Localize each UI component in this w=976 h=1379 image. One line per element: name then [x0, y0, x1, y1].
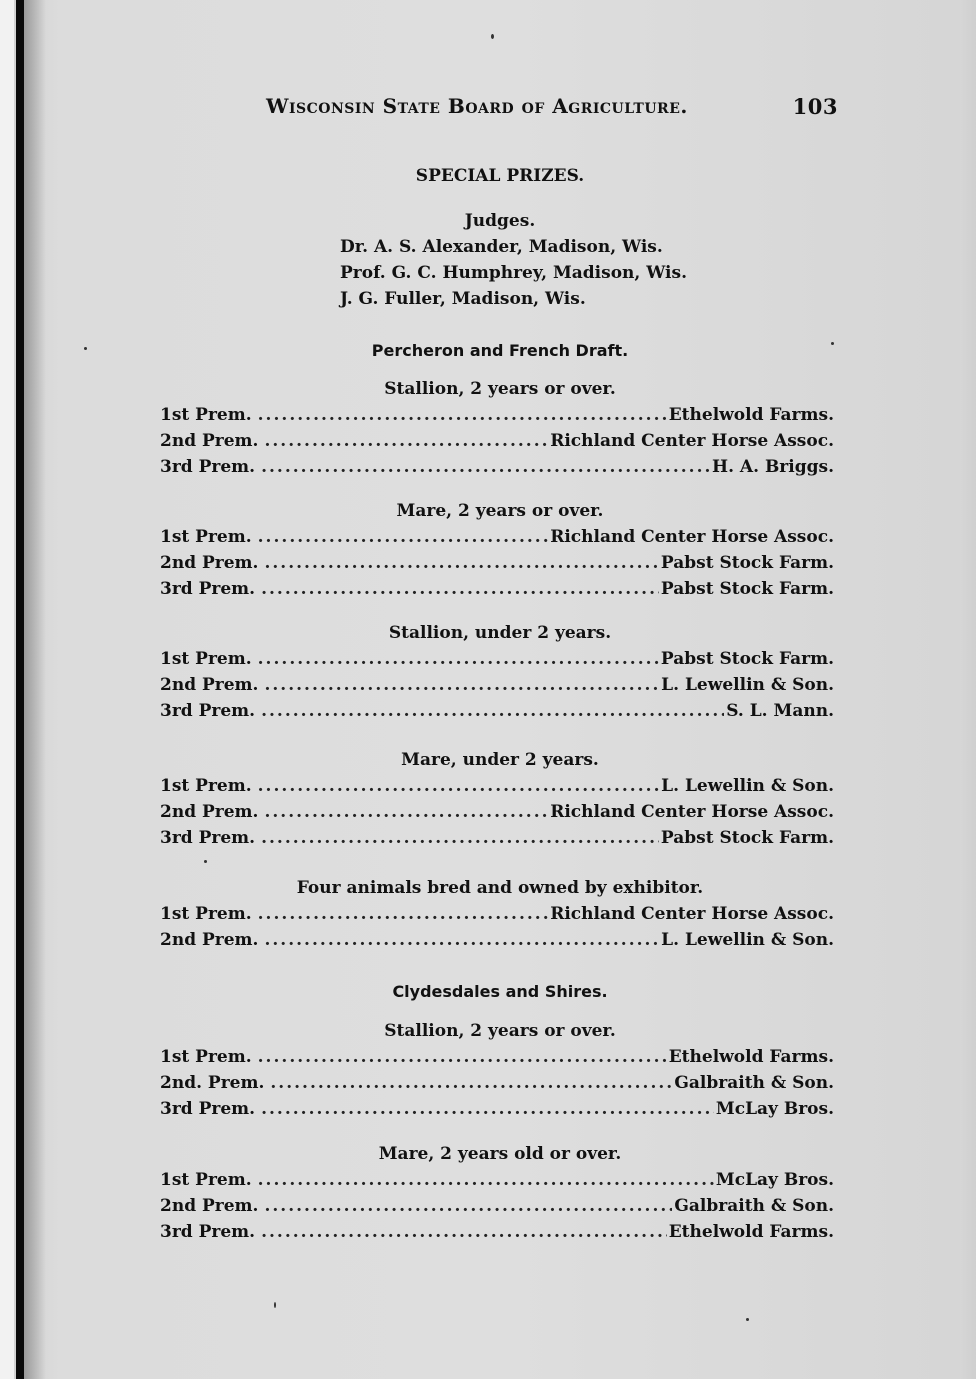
- prize-winner: H. A. Briggs.: [712, 457, 834, 477]
- dot-leader: [258, 649, 659, 669]
- class-heading: Stallion, 2 years or over.: [384, 1021, 616, 1041]
- prize-row: [160, 405, 834, 427]
- dot-leader: [258, 1047, 667, 1067]
- prize-winner: Richland Center Horse Assoc.: [550, 431, 834, 451]
- prize-row: [160, 1222, 834, 1244]
- prize-label: 3rd Prem.: [160, 701, 256, 721]
- dot-leader: [258, 1170, 714, 1190]
- prize-winner: Richland Center Horse Assoc.: [550, 527, 834, 547]
- prize-row: [160, 649, 834, 671]
- dot-leader: [261, 579, 659, 599]
- paper-speck: [491, 34, 494, 39]
- dot-leader: [261, 828, 659, 848]
- prize-winner: Ethelwold Farms.: [668, 405, 834, 425]
- class-heading: Mare, 2 years or over.: [396, 501, 604, 521]
- dot-leader: [264, 1196, 672, 1216]
- prize-row: [160, 930, 834, 952]
- dot-leader: [264, 930, 659, 950]
- prize-label: 3rd Prem.: [160, 1222, 256, 1242]
- prize-label: 2nd Prem.: [160, 802, 259, 822]
- prize-row: [160, 1073, 834, 1095]
- paper-speck: [84, 347, 87, 350]
- breed-heading: Percheron and French Draft.: [371, 341, 629, 360]
- prize-winner: Richland Center Horse Assoc.: [550, 904, 834, 924]
- prize-winner: Galbraith & Son.: [674, 1196, 834, 1216]
- paper-speck: [204, 860, 207, 863]
- judge-name: Prof. G. C. Humphrey, Madison, Wis.: [340, 263, 687, 283]
- prize-winner: Pabst Stock Farm.: [660, 649, 834, 669]
- dot-leader: [261, 701, 724, 721]
- prize-winner: S. L. Mann.: [726, 701, 834, 721]
- dot-leader: [264, 431, 548, 451]
- prize-label: 2nd Prem.: [160, 930, 259, 950]
- dot-leader: [258, 405, 667, 425]
- running-head-title: Wisconsin State Board of Agriculture.: [266, 94, 688, 118]
- prize-winner: Pabst Stock Farm.: [660, 828, 834, 848]
- prize-label: 3rd Prem.: [160, 828, 256, 848]
- prize-row: [160, 1047, 834, 1069]
- prize-row: [160, 828, 834, 850]
- dot-leader: [264, 553, 658, 573]
- prize-label: 3rd Prem.: [160, 457, 256, 477]
- class-heading: Mare, under 2 years.: [401, 750, 599, 770]
- class-heading: Four animals bred and owned by exhibitor.: [296, 878, 704, 898]
- paper-speck: [274, 1302, 276, 1308]
- breed-heading: Clydesdales and Shires.: [392, 982, 608, 1001]
- prize-row: [160, 431, 834, 453]
- prize-winner: McLay Bros.: [715, 1099, 834, 1119]
- prize-row: [160, 1196, 834, 1218]
- prize-row: [160, 675, 834, 697]
- prize-row: [160, 776, 834, 798]
- dot-leader: [258, 904, 549, 924]
- running-head: [266, 94, 846, 124]
- prize-label: 1st Prem.: [160, 776, 252, 796]
- binding-shadow: [24, 0, 46, 1379]
- dot-leader: [258, 776, 660, 796]
- prize-row: [160, 527, 834, 549]
- prize-row: [160, 579, 834, 601]
- dot-leader: [258, 527, 549, 547]
- section-title: SPECIAL PRIZES.: [415, 166, 585, 186]
- prize-row: [160, 802, 834, 824]
- prize-label: 2nd Prem.: [160, 675, 259, 695]
- prize-label: 1st Prem.: [160, 1170, 252, 1190]
- judge-name: Dr. A. S. Alexander, Madison, Wis.: [340, 237, 663, 257]
- prize-label: 1st Prem.: [160, 649, 252, 669]
- dot-leader: [261, 457, 710, 477]
- prize-label: 1st Prem.: [160, 1047, 252, 1067]
- prize-row: [160, 553, 834, 575]
- prize-label: 2nd Prem.: [160, 1196, 259, 1216]
- prize-winner: Galbraith & Son.: [674, 1073, 834, 1093]
- judges-heading: Judges.: [464, 211, 536, 231]
- prize-label: 1st Prem.: [160, 904, 252, 924]
- prize-label: 2nd Prem.: [160, 553, 259, 573]
- prize-label: 3rd Prem.: [160, 1099, 256, 1119]
- class-heading: Mare, 2 years old or over.: [378, 1144, 622, 1164]
- prize-label: 2nd Prem.: [160, 431, 259, 451]
- prize-winner: L. Lewellin & Son.: [661, 930, 834, 950]
- prize-row: [160, 1099, 834, 1121]
- dot-leader: [261, 1099, 714, 1119]
- prize-winner: Pabst Stock Farm.: [660, 553, 834, 573]
- class-heading: Stallion, under 2 years.: [388, 623, 612, 643]
- prize-label: 3rd Prem.: [160, 579, 256, 599]
- dot-leader: [261, 1222, 667, 1242]
- page-number: 103: [792, 94, 838, 119]
- judge-name: J. G. Fuller, Madison, Wis.: [340, 289, 586, 309]
- prize-winner: Richland Center Horse Assoc.: [550, 802, 834, 822]
- prize-row: [160, 701, 834, 723]
- dot-leader: [270, 1073, 672, 1093]
- prize-winner: L. Lewellin & Son.: [661, 675, 834, 695]
- dot-leader: [264, 802, 548, 822]
- paper-speck: [746, 1318, 749, 1321]
- prize-winner: Ethelwold Farms.: [668, 1222, 834, 1242]
- prize-row: [160, 1170, 834, 1192]
- prize-label: 1st Prem.: [160, 527, 252, 547]
- binding-edge: [16, 0, 24, 1379]
- class-heading: Stallion, 2 years or over.: [384, 379, 616, 399]
- prize-winner: Pabst Stock Farm.: [660, 579, 834, 599]
- prize-row: [160, 904, 834, 926]
- prize-label: 1st Prem.: [160, 405, 252, 425]
- page-spine: [0, 0, 14, 1379]
- prize-winner: L. Lewellin & Son.: [661, 776, 834, 796]
- dot-leader: [264, 675, 659, 695]
- prize-label: 2nd. Prem.: [160, 1073, 265, 1093]
- prize-winner: Ethelwold Farms.: [668, 1047, 834, 1067]
- prize-winner: McLay Bros.: [715, 1170, 834, 1190]
- prize-row: [160, 457, 834, 479]
